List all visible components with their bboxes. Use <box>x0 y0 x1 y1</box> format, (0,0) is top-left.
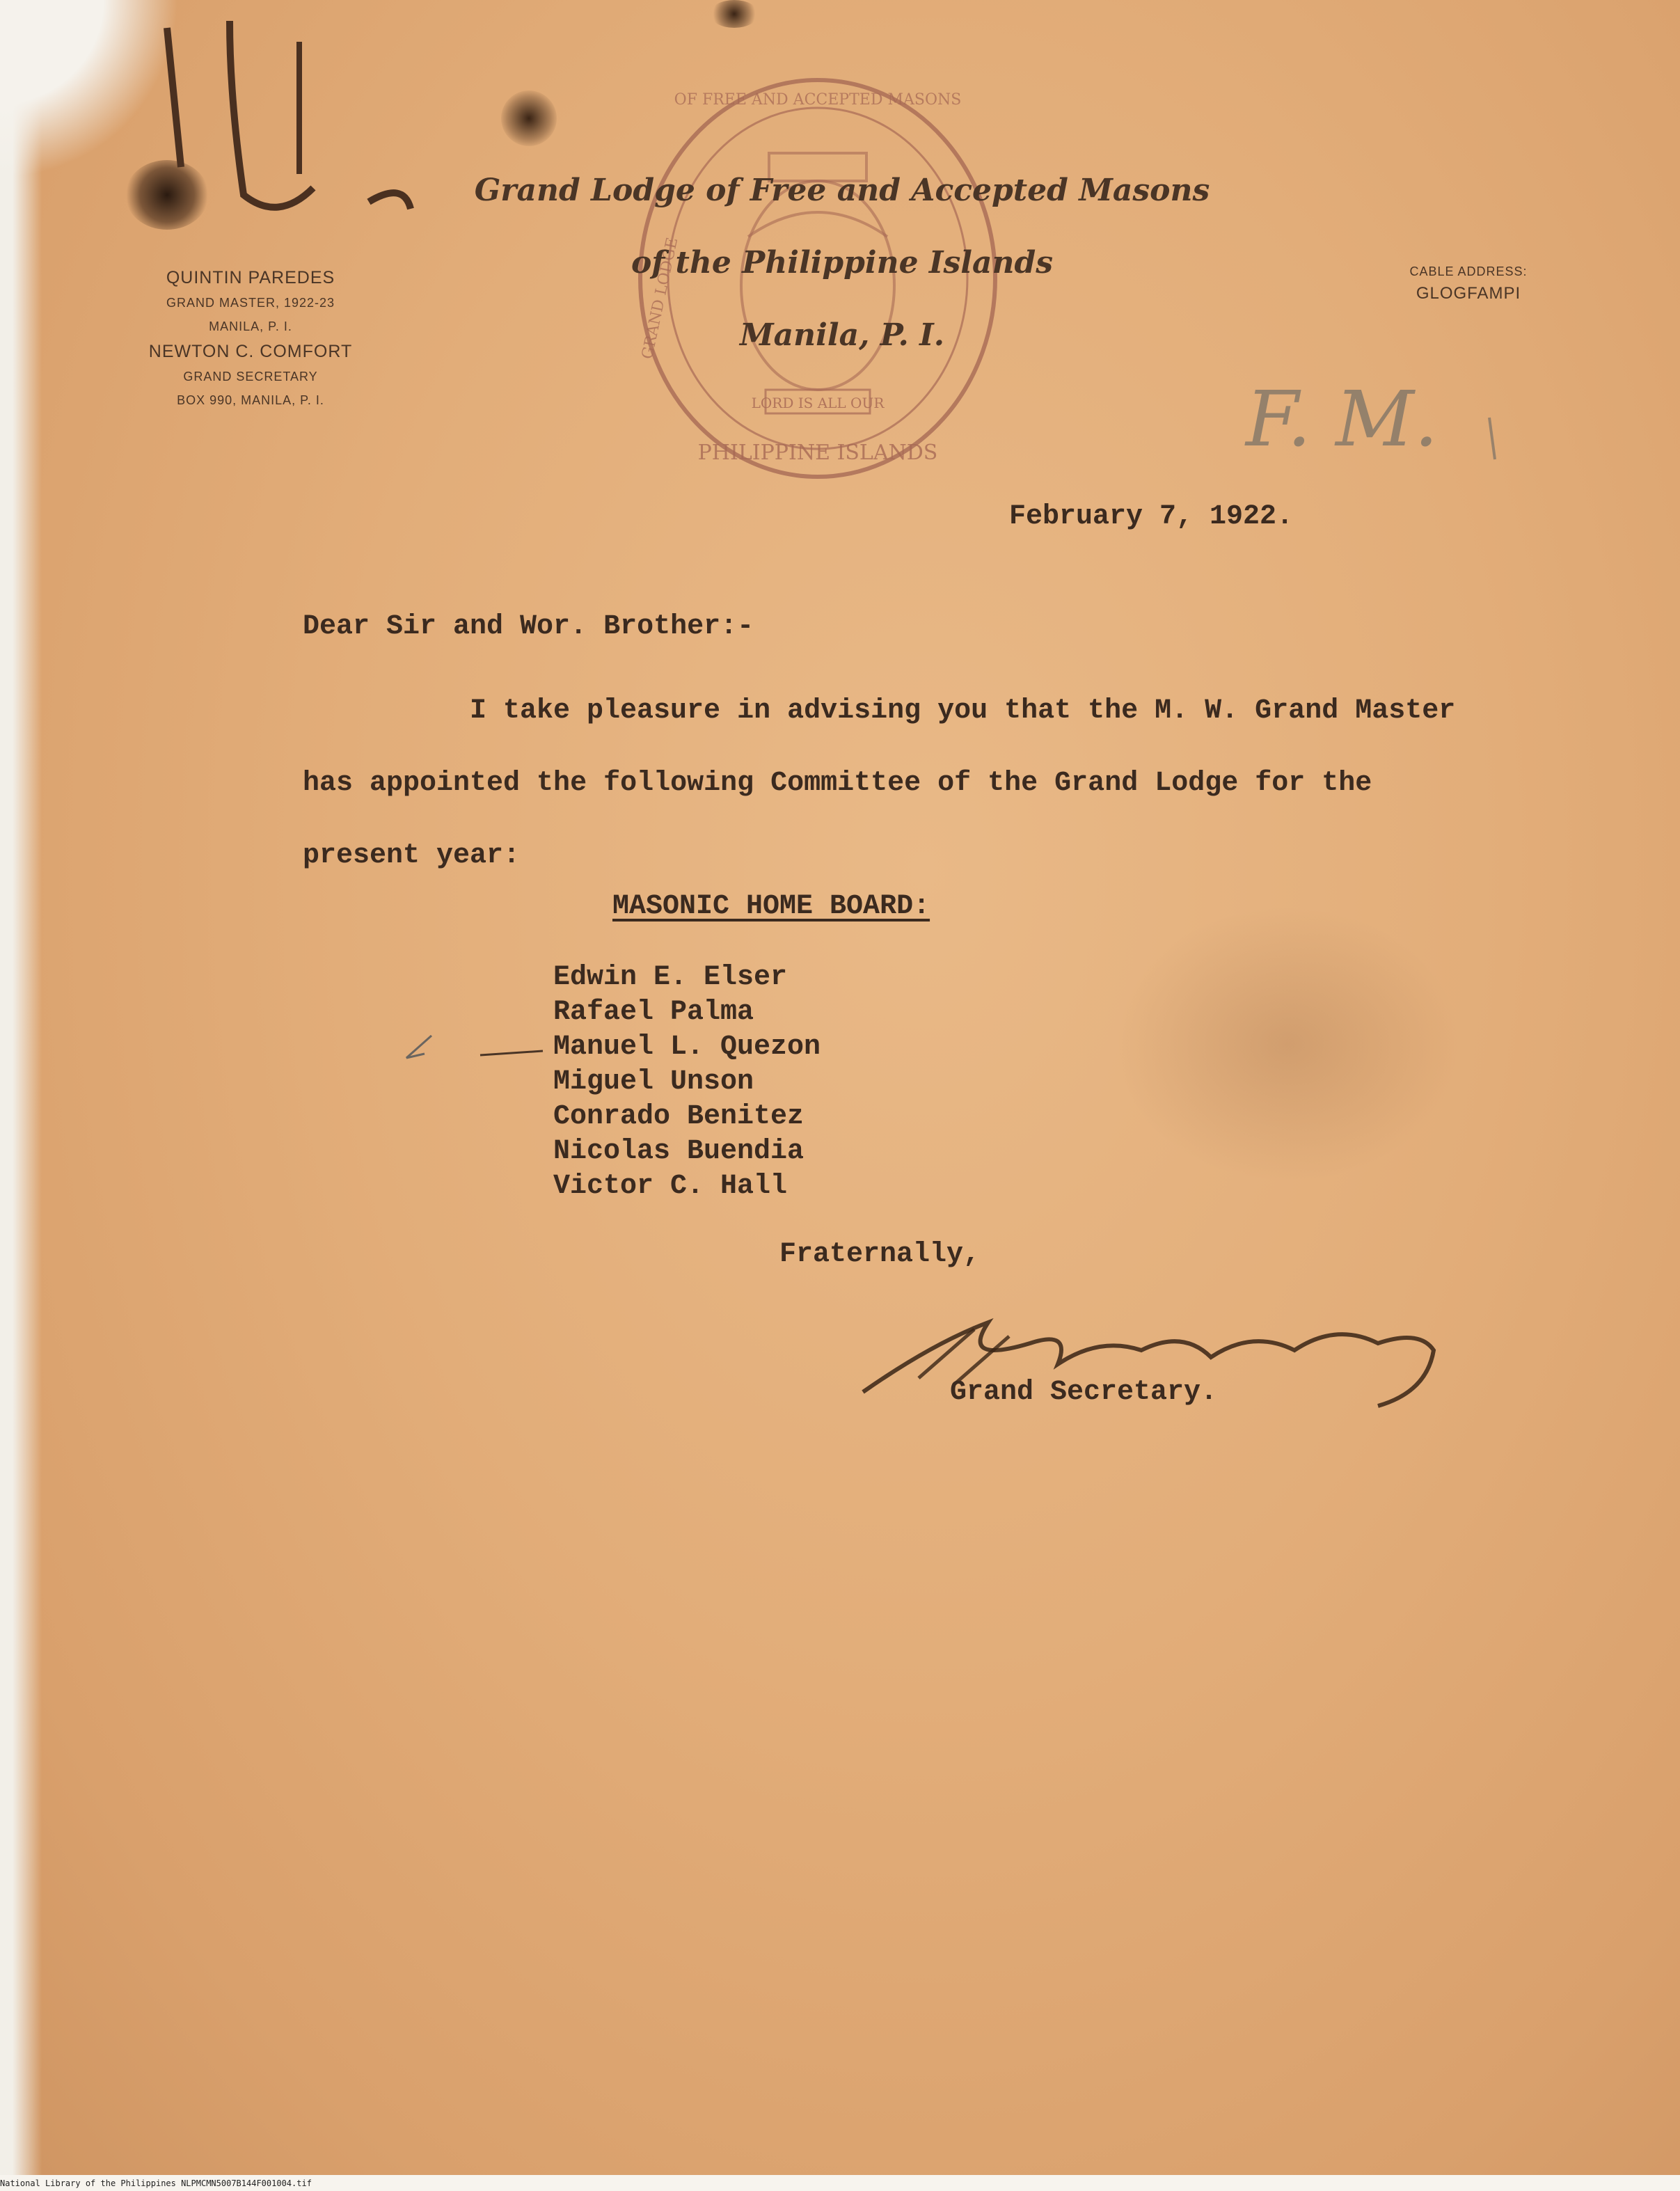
ink-stain <box>710 0 759 28</box>
paper-edge-damage <box>0 0 42 2175</box>
grand-master-title: GRAND MASTER, 1922-23 <box>166 296 335 310</box>
body-paragraph <box>303 675 1486 892</box>
secretary-name: NEWTON C. COMFORT <box>148 342 353 361</box>
cable-address-value: GLOGFAMPI <box>1416 284 1521 303</box>
handwritten-corner-mark <box>125 14 418 223</box>
secretary-title: GRAND SECRETARY <box>183 370 318 383</box>
letterhead-title <box>445 155 1239 372</box>
grand-master-name: QUINTIN PAREDES <box>166 268 335 287</box>
check-mark <box>397 1030 557 1072</box>
pencil-note-text: F. M. <box>1246 374 1439 464</box>
ink-stain <box>501 90 557 146</box>
cable-address <box>1364 260 1573 305</box>
secretary-address: BOX 990, MANILA, P. I. <box>177 393 324 407</box>
member-name: Miguel Unson <box>553 1066 754 1098</box>
title-line-2: of the Philippine Islands <box>631 245 1054 280</box>
grand-master-location: MANILA, P. I. <box>209 319 292 333</box>
closing: Fraternally, <box>779 1239 981 1270</box>
pencil-note <box>1232 362 1510 473</box>
member-name: Victor C. Hall <box>553 1171 788 1202</box>
body-paragraph-text: I take pleasure in advising you that the M. W. Grand Master has appointed the following Committee of the Grand Lodge for the present year: <box>303 695 1456 871</box>
water-stain <box>1114 905 1461 1183</box>
member-name: Nicolas Buendia <box>553 1136 805 1167</box>
member-name: Rafael Palma <box>553 997 754 1028</box>
letterhead-officers <box>111 264 390 412</box>
member-name: Manuel L. Quezon <box>553 1031 821 1063</box>
committee-heading: MASONIC HOME BOARD: <box>612 891 930 922</box>
seal-motto: LORD IS ALL OUR <box>751 395 885 411</box>
member-name: Edwin E. Elser <box>553 962 788 993</box>
archive-footer: National Library of the Philippines NLPMCMN5007B144F001004.tif <box>0 2178 312 2188</box>
letter-date: February 7, 1922. <box>1009 501 1294 532</box>
committee-members <box>553 960 821 1204</box>
title-line-1: Grand Lodge of Free and Accepted Masons <box>474 173 1210 208</box>
seal-bottom-text: PHILIPPINE ISLANDS <box>697 441 938 465</box>
salutation: Dear Sir and Wor. Brother:- <box>303 611 754 642</box>
signer-title: Grand Secretary. <box>950 1377 1218 1408</box>
title-line-3: Manila, P. I. <box>739 317 945 353</box>
seal-top-text: OF FREE AND ACCEPTED MASONS <box>674 91 962 109</box>
seal-left-text: GRAND LODGE <box>638 236 682 361</box>
cable-address-label: CABLE ADDRESS: <box>1409 264 1528 278</box>
member-name: Conrado Benitez <box>553 1101 805 1132</box>
